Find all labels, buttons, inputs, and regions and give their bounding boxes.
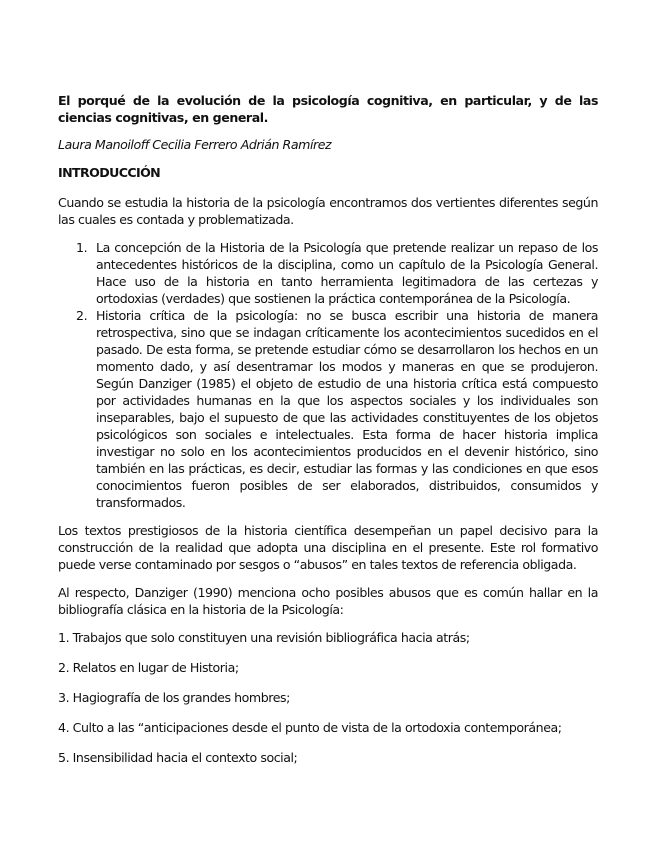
list-item — [58, 307, 598, 511]
abuse-item: 1. Trabajos que solo constituyen una revisión bibliográfica hacia atrás; — [58, 630, 470, 645]
document-authors: Laura Manoiloff Cecilia Ferrero Adrián Ramírez — [58, 137, 332, 152]
list-item — [58, 239, 598, 307]
list-item-text: Historia crítica de la psicología: no se busca escribir una historia de manera retrospectiva, sino que se indagan críticamente los acontecimientos sucedidos en el pasado. De esta forma, se pretende estudiar cómo se desarrollaron los hechos en un momento dado, y así desentramar los modos y maneras en que se produjeron. Según Danziger (1985) el objeto de estudio de una historia crítica está compuesto por actividades humanas en la que los aspectos sociales y los individuales son inseparables, bajo el supuesto de que las actividades constituyentes de los objetos psicológicos son sociales e intelectuales. Esta forma de hacer historia implica investigar no solo en los acontecimientos producidos en el devenir histórico, sino también en las prácticas, es decir, estudiar las formas y las condiciones en que esos conocimientos fueron posibles de ser elaborados, distribuidos, consumidos y transformados. — [96, 308, 598, 510]
abuse-item: 5. Insensibilidad hacia el contexto social; — [58, 750, 298, 765]
list-item-number: 1. — [76, 240, 88, 255]
paragraph-textos: Los textos prestigiosos de la historia científica desempeñan un papel decisivo para la construcción de la realidad que adopta una disciplina en el presente. Este rol formativo puede verse contaminado por sesgos o “abusos” en tales textos de referencia obligada. — [58, 523, 598, 572]
intro-paragraph: Cuando se estudia la historia de la psicología encontramos dos vertientes diferentes según las cuales es contada y problematizada. — [58, 195, 598, 227]
list-item-number: 2. — [76, 308, 88, 323]
abuse-item: 3. Hagiografía de los grandes hombres; — [58, 690, 290, 705]
vertientes-list — [58, 239, 598, 511]
abuse-item: 2. Relatos en lugar de Historia; — [58, 660, 239, 675]
abuse-item: 4. Culto a las “anticipaciones desde el punto de vista de la ortodoxia contemporánea; — [58, 720, 562, 735]
paragraph-danziger: Al respecto, Danziger (1990) menciona ocho posibles abusos que es común hallar en la bibliografía clásica en la historia de la Psicología: — [58, 585, 598, 617]
document-title: El porqué de la evolución de la psicología cognitiva, en particular, y de las ciencias cognitivas, en general. — [58, 93, 598, 125]
list-item-text: La concepción de la Historia de la Psicología que pretende realizar un repaso de los antecedentes históricos de la disciplina, como un capítulo de la Psicología General. Hace uso de la historia en tanto herramienta legitimadora de las certezas y ortodoxias (verdades) que sostienen la práctica contemporánea de la Psicología. — [96, 240, 598, 306]
document-page — [58, 92, 598, 779]
section-heading: INTRODUCCIÓN — [58, 165, 161, 180]
